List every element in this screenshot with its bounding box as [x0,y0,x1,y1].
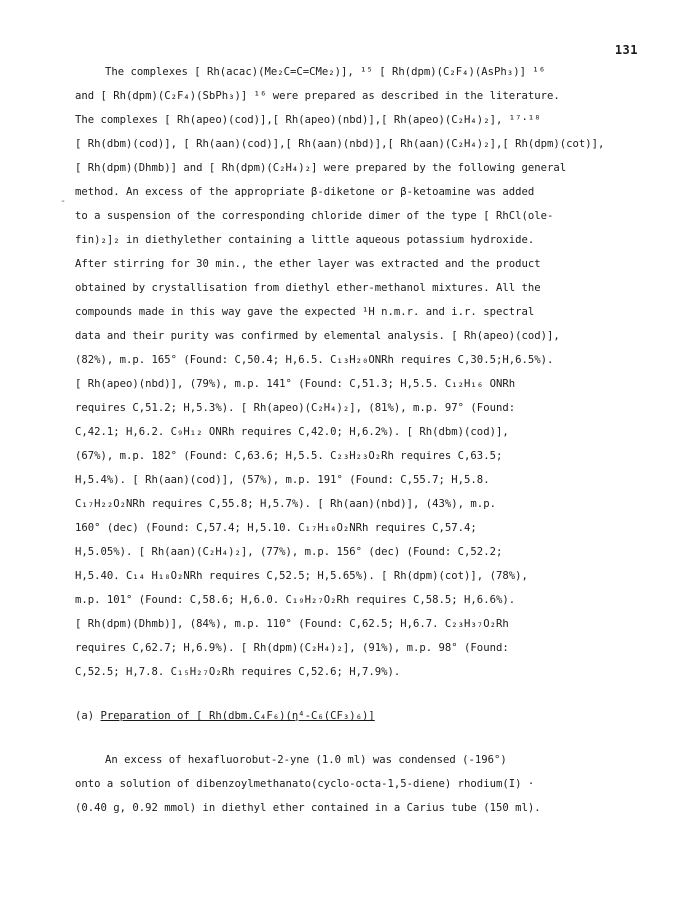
text-line: [ Rh(dpm)(Dhmb)], (84%), m.p. 110° (Found: C,62.5; H,6.7. C₂₃H₃₇O₂Rh [75,618,509,630]
text-line: method. An excess of the appropriate β-diketone or β-ketoamine was added [75,186,535,198]
section-heading [75,704,655,728]
text-line: (0.40 g, 0.92 mmol) in diethyl ether contained in a Carius tube (150 ml). [75,802,541,814]
text-line: H,5.40. C₁₄ H₁₈O₂NRh requires C,52.5; H,5.65%). [ Rh(dpm)(cot)], (78%), [75,570,528,582]
text-line: data and their purity was confirmed by elemental analysis. [ Rh(apeo)(cod)], [75,330,560,342]
text-line: 160° (dec) (Found: C,57.4; H,5.10. C₁₇H₁₈O₂NRh requires C,57.4; [75,522,477,534]
text-line: The complexes [ Rh(apeo)(cod)],[ Rh(apeo)(nbd)],[ Rh(apeo)(C₂H₄)₂], ¹⁷·¹⁸ [75,114,541,126]
text-line: and [ Rh(dpm)(C₂F₄)(SbPh₃)] ¹⁶ were prepared as described in the literature. [75,90,560,102]
text-line: (67%), m.p. 182° (Found: C,63.6; H,5.5. C₂₃H₂₃O₂Rh requires C,63.5; [75,450,503,462]
text-line: compounds made in this way gave the expected ¹H n.m.r. and i.r. spectral [75,306,535,318]
text-line: to a suspension of the corresponding chloride dimer of the type [ RhCl(ole- [75,210,554,222]
text-line: onto a solution of dibenzoylmethanato(cyclo-octa-1,5-diene) rhodium(I) · [75,778,535,790]
text-line: requires C,62.7; H,6.9%). [ Rh(dpm)(C₂H₄)₂], (91%), m.p. 98° (Found: [75,642,509,654]
text-line: [ Rh(apeo)(nbd)], (79%), m.p. 141° (Found: C,51.3; H,5.5. C₁₂H₁₆ ONRh [75,378,516,390]
text-line: An excess of hexafluorobut-2-yne (1.0 ml) was condensed (-196°) [105,754,507,766]
text-line: [ Rh(dpm)(Dhmb)] and [ Rh(dpm)(C₂H₄)₂] were prepared by the following general [75,162,567,174]
text-line: (82%), m.p. 165° (Found: C,50.4; H,6.5. C₁₃H₂₀ONRh requires C,30.5;H,6.5%). [75,354,554,366]
section-title: Preparation of [ Rh(dbm.C₄F₆)(η⁴-C₆(CF₃)₆)] [100,710,375,722]
body-text [75,60,655,820]
section-label: (a) [75,710,101,722]
text-line: obtained by crystallisation from diethyl ether-methanol mixtures. All the [75,282,541,294]
text-line: H,5.4%). [ Rh(aan)(cod)], (57%), m.p. 191° (Found: C,55.7; H,5.8. [75,474,490,486]
text-line: H,5.05%). [ Rh(aan)(C₂H₄)₂], (77%), m.p. 156° (dec) (Found: C,52.2; [75,546,503,558]
text-line: [ Rh(dbm)(cod)], [ Rh(aan)(cod)],[ Rh(aan)(nbd)],[ Rh(aan)(C₂H₄)₂],[ Rh(dpm)(cot)], [75,138,605,150]
margin-mark: - [60,196,67,207]
text-line: C,52.5; H,7.8. C₁₅H₂₇O₂Rh requires C,52.6; H,7.9%). [75,666,401,678]
text-line: m.p. 101° (Found: C,58.6; H,6.0. C₁₉H₂₇O₂Rh requires C,58.5; H,6.6%). [75,594,516,606]
text-line: fin)₂]₂ in diethylether containing a little aqueous potassium hydroxide. [75,234,535,246]
page-number: 131 [614,43,638,57]
text-line: requires C,51.2; H,5.3%). [ Rh(apeo)(C₂H₄)₂], (81%), m.p. 97° (Found: [75,402,516,414]
text-line: C,42.1; H,6.2. C₉H₁₂ ONRh requires C,42.0; H,6.2%). [ Rh(dbm)(cod)], [75,426,509,438]
text-line: C₁₇H₂₂O₂NRh requires C,55.8; H,5.7%). [ Rh(aan)(nbd)], (43%), m.p. [75,498,496,510]
text-line: After stirring for 30 min., the ether layer was extracted and the product [75,258,541,270]
text-line: The complexes [ Rh(acac)(Me₂C=C=CMe₂)], ¹⁵ [ Rh(dpm)(C₂F₄)(AsPh₃)] ¹⁶ [105,66,546,78]
